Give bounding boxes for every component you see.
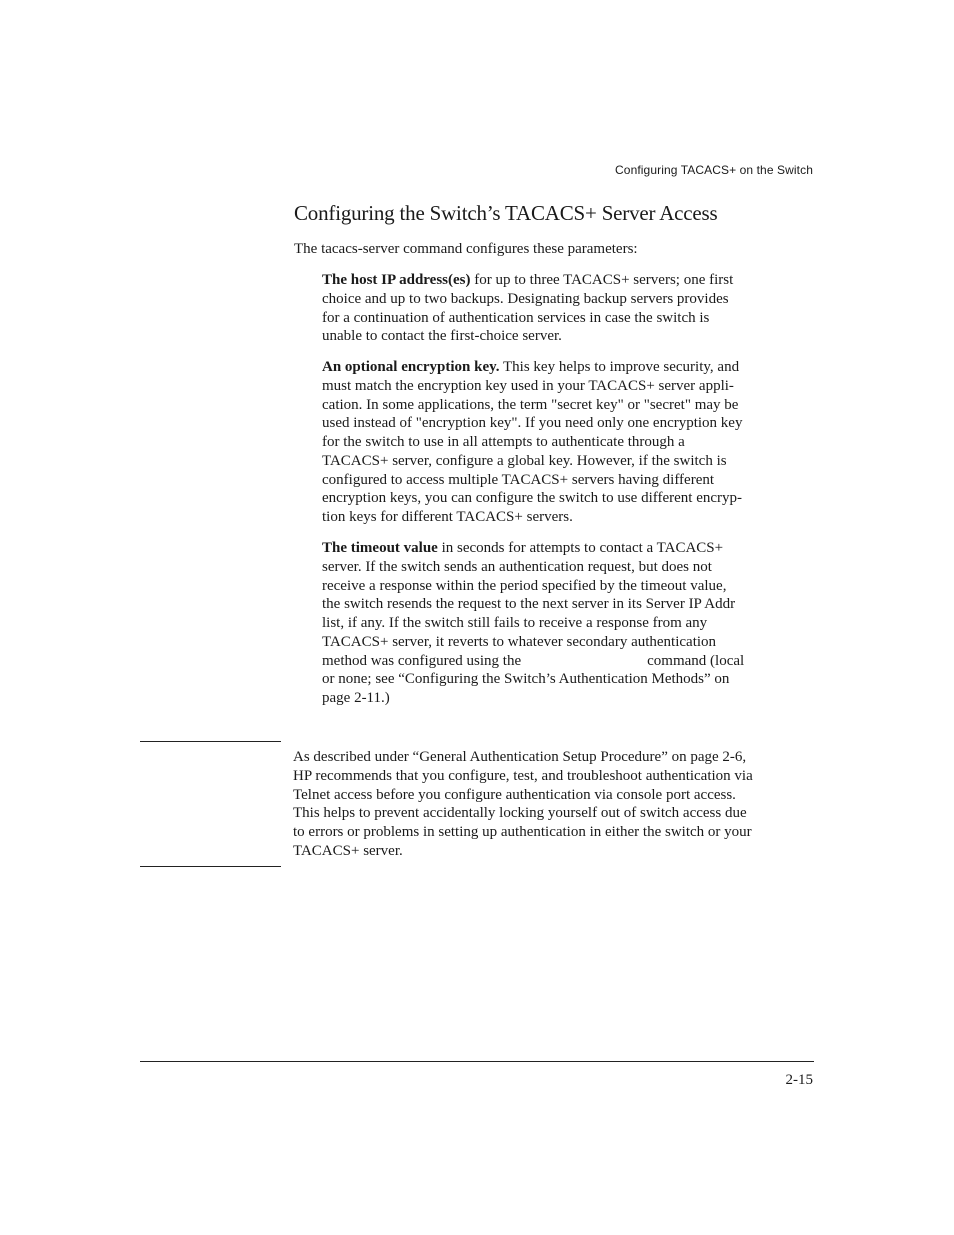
param-line: list, if any. If the switch still fails to receive a response from any	[322, 615, 708, 631]
note-line: This helps to prevent accidentally locking yourself out of switch access due	[293, 805, 747, 822]
note-line: Telnet access before you configure authentication via console port access.	[293, 786, 736, 803]
running-header: Configuring TACACS+ on the Switch	[615, 163, 813, 177]
param-text: command (local	[647, 652, 745, 669]
param-lead: The timeout value	[322, 540, 438, 556]
param-line: must match the encryption key used in your TACACS+ server appli-	[322, 377, 734, 394]
param-line: receive a response within the period specified by the timeout value,	[322, 577, 727, 594]
param-line	[322, 539, 794, 558]
page-number: 2-15	[785, 1072, 813, 1088]
param-line: unable to contact the first-choice server.	[322, 328, 562, 345]
section-title: Configuring the Switch’s TACACS+ Server Access	[294, 201, 718, 225]
note-line: HP recommends that you configure, test, and troubleshoot authentication via	[293, 767, 753, 784]
param-line	[322, 358, 794, 377]
note-top-rule	[140, 741, 281, 742]
param-line: used instead of "encryption key". If you need only one encryption key	[322, 415, 743, 432]
param-line: TACACS+ server, configure a global key. However, if the switch is	[322, 452, 727, 469]
param-line: TACACS+ server, it reverts to whatever secondary authentication	[322, 633, 717, 650]
param-line: or none; see “Configuring the Switch’s Authentication Methods” on	[322, 671, 730, 688]
param-line: the switch resends the request to the next server in its Server IP Addr	[322, 596, 736, 613]
param-lead: The host IP address(es)	[322, 272, 471, 288]
note-line: to errors or problems in setting up authentication in either the switch or your	[293, 824, 752, 841]
footer-rule	[140, 1061, 814, 1062]
param-line: for a continuation of authentication services in case the switch is	[322, 309, 710, 326]
note-paragraph	[293, 748, 818, 861]
param-text: This key helps to improve security, and	[499, 359, 740, 375]
param-line: configured to access multiple TACACS+ servers having different	[322, 471, 715, 488]
note-line: As described under “General Authentication Setup Procedure” on page 2-6,	[293, 749, 747, 765]
param-line: choice and up to two backups. Designating backup servers provides	[322, 290, 729, 307]
param-line: for the switch to use in all attempts to authenticate through a	[322, 434, 685, 450]
param-line: cation. In some applications, the term "secret key" or "secret" may be	[322, 396, 739, 413]
param-text: in seconds for attempts to contact a TACACS+	[437, 540, 724, 556]
param-line	[322, 652, 794, 671]
param-line: tion keys for different TACACS+ servers.	[322, 509, 573, 525]
note-bottom-rule	[140, 866, 281, 867]
param-host-ip	[322, 271, 794, 346]
param-encryption-key	[322, 358, 794, 527]
param-line: encryption keys, you can configure the switch to use different encryp-	[322, 490, 742, 507]
intro-paragraph: The tacacs-server command configures these parameters:	[294, 241, 638, 257]
param-line: page 2-11.)	[322, 690, 390, 706]
param-lead: An optional encryption key.	[322, 359, 500, 375]
note-line: TACACS+ server.	[293, 842, 403, 859]
param-timeout-value	[322, 539, 794, 708]
param-line	[322, 271, 794, 290]
param-text: method was configured using the	[322, 652, 522, 669]
param-line: server. If the switch sends an authentication request, but does not	[322, 558, 712, 575]
param-text: for up to three TACACS+ servers; one first	[470, 272, 734, 288]
